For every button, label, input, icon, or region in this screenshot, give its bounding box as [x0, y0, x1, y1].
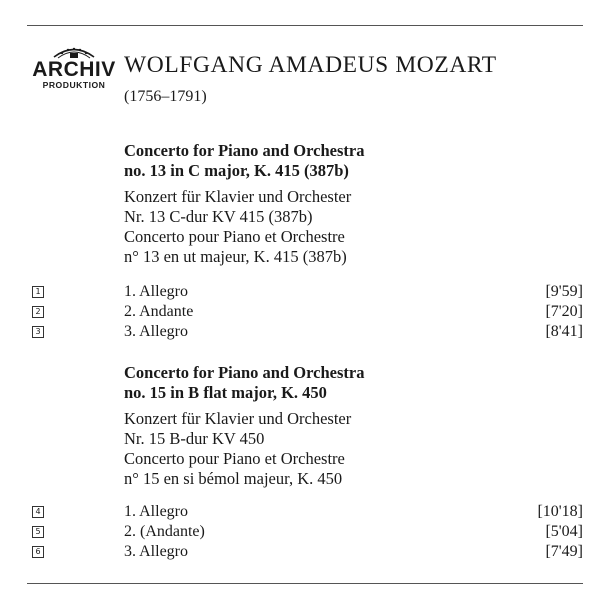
track-row [32, 542, 583, 562]
work-title-fr-2: n° 15 en si bémol majeur, K. 450 [124, 469, 343, 488]
track-number-box: 5 [32, 526, 44, 538]
track-duration: [10'18] [537, 503, 583, 520]
track-row [32, 282, 583, 302]
work-title-en-2: no. 15 in B flat major, K. 450 [124, 383, 327, 402]
work-title-en: Concerto for Piano and Orchestra [124, 141, 365, 160]
top-rule [27, 25, 583, 26]
track-name: 3. Allegro [124, 543, 188, 560]
work-1-titles [124, 141, 364, 267]
archiv-logo [32, 44, 116, 106]
track-row [32, 502, 583, 522]
bottom-rule [27, 583, 583, 584]
work-title-fr: Concerto pour Piano et Orchestre [124, 449, 345, 468]
composer-dates: (1756–1791) [124, 88, 207, 105]
work-title-de-2: Nr. 15 B-dur KV 450 [124, 429, 265, 448]
work-title-en-2: no. 13 in C major, K. 415 (387b) [124, 161, 349, 180]
track-number-box: 4 [32, 506, 44, 518]
logo-sub: PRODUKTION [42, 80, 106, 90]
track-row [32, 522, 583, 542]
track-name: 2. Andante [124, 303, 194, 320]
work-title-de-2: Nr. 13 C-dur KV 415 (387b) [124, 207, 313, 226]
track-name: 1. Allegro [124, 503, 188, 520]
work-title-fr: Concerto pour Piano et Orchestre [124, 227, 345, 246]
work-title-en: Concerto for Piano and Orchestra [124, 363, 365, 382]
work-title-de: Konzert für Klavier und Orchester [124, 187, 352, 206]
work-2-titles [124, 363, 364, 489]
track-duration: [7'20] [545, 303, 583, 320]
work-title-de: Konzert für Klavier und Orchester [124, 409, 352, 428]
track-duration: [7'49] [545, 543, 583, 560]
work-title-fr-2: n° 13 en ut majeur, K. 415 (387b) [124, 247, 347, 266]
track-row [32, 322, 583, 342]
track-name: 2. (Andante) [124, 523, 205, 540]
composer-name: WOLFGANG AMADEUS MOZART [124, 52, 497, 78]
track-number-box: 3 [32, 326, 44, 338]
track-duration: [5'04] [545, 523, 583, 540]
track-duration: [8'41] [545, 323, 583, 340]
logo-brand: ARCHIV [32, 58, 116, 81]
track-row [32, 302, 583, 322]
track-number-box: 1 [32, 286, 44, 298]
track-number-box: 6 [32, 546, 44, 558]
track-name: 3. Allegro [124, 323, 188, 340]
track-duration: [9'59] [545, 283, 583, 300]
track-name: 1. Allegro [124, 283, 188, 300]
track-number-box: 2 [32, 306, 44, 318]
